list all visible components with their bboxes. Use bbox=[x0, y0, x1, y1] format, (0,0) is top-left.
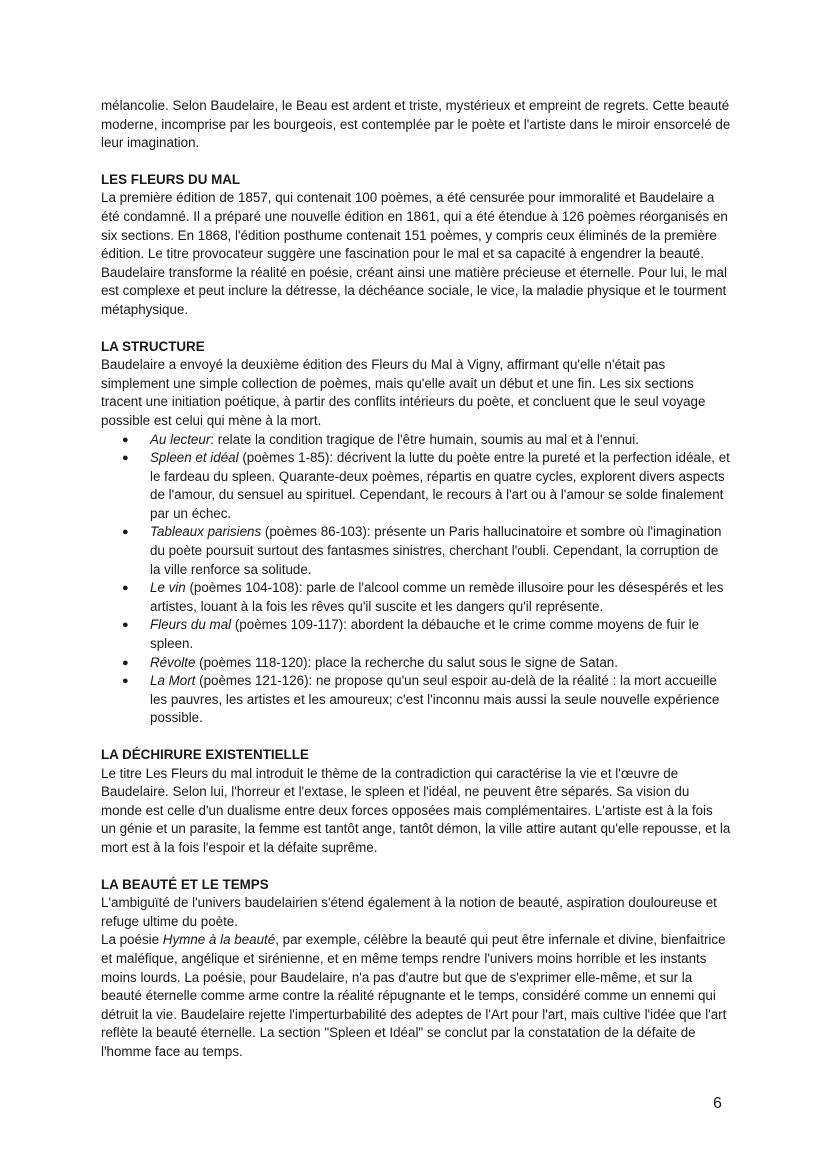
item-title: Spleen et idéal bbox=[150, 450, 239, 466]
list-item bbox=[101, 654, 731, 673]
bullet-icon: ● bbox=[122, 452, 129, 465]
item-title: La Mort bbox=[150, 673, 196, 689]
item-text: (poèmes 118-120): place la recherche du salut sous le signe de Satan. bbox=[195, 654, 618, 670]
item-text: (poèmes 109-117): abordent la débauche et le crime comme moyens de fuir le spleen. bbox=[150, 617, 700, 652]
bullet-icon: ● bbox=[122, 619, 129, 632]
section-body: L'ambiguïté de l'univers baudelairien s'étend également à la notion de beauté, aspiration douloureuse et refuge ultime du poète. bbox=[101, 895, 717, 929]
item-text: (poèmes 121-126): ne propose qu'un seul espoir au-delà de la réalité : la mort accueille les pauvres, les artistes et les amoureux; c'est l'inconnu mais aussi la seule nouvelle expérience possible. bbox=[150, 673, 720, 726]
item-title: Fleurs du mal bbox=[150, 617, 232, 633]
list-item bbox=[101, 449, 731, 523]
section-body-2 bbox=[101, 931, 731, 1061]
list-item bbox=[101, 431, 731, 450]
section-heading: LA STRUCTURE bbox=[101, 338, 205, 354]
section-heading: LA BEAUTÉ ET LE TEMPS bbox=[101, 876, 269, 892]
item-text: (poèmes 1-85): décrivent la lutte du poète entre la pureté et la perfection idéale, et le fardeau du spleen. Quarante-deux poèmes, répartis en quatre cycles, explorent divers aspects de l'amour, du sensuel au spirituel. Cependant, le recours à l'art ou à l'amour se solde finalement par un échec. bbox=[150, 450, 730, 521]
section-fleurs-du-mal bbox=[101, 171, 731, 320]
item-title: Tableaux parisiens bbox=[150, 524, 262, 540]
section-beaute-temps bbox=[101, 876, 731, 1062]
bullet-icon: ● bbox=[122, 582, 129, 595]
list-item bbox=[101, 579, 731, 616]
section-body: La première édition de 1857, qui contenait 100 poèmes, a été censurée pour immoralité et Baudelaire a été condamné. Il a préparé une nouvelle édition en 1861, qui a été étendue à 126 poèmes réorganisés en six sections. En 1868, l'édition posthume contenait 151 poèmes, y compris ceux éliminés de la première édition. Le titre provocateur suggère une fascination pour le mal et sa capacité à engendrer la beauté. Baudelaire transforme la réalité en poésie, créant ainsi une matière précieuse et éternelle. Pour lui, le mal est complexe et peut inclure la détresse, la déchéance sociale, le vice, la maladie physique et le tourment métaphysique. bbox=[101, 190, 728, 317]
list-item bbox=[101, 672, 731, 728]
section-heading: LA DÉCHIRURE EXISTENTIELLE bbox=[101, 747, 309, 762]
body-prefix: La poésie bbox=[101, 932, 163, 948]
section-heading: LES FLEURS DU MAL bbox=[101, 171, 241, 187]
section-structure bbox=[101, 338, 731, 728]
intro-paragraph: mélancolie. Selon Baudelaire, le Beau est ardent et triste, mystérieux et empreint de regrets. Cette beauté moderne, incomprise par les bourgeois, est contemplée par le poète et l'artiste dans le miroir ensorcelé de leur imagination. bbox=[101, 98, 731, 151]
item-title: Au lecteur bbox=[150, 431, 211, 447]
sections-list bbox=[101, 431, 731, 729]
item-title: Révolte bbox=[150, 654, 196, 670]
bullet-icon: ● bbox=[122, 656, 129, 669]
section-dechirure bbox=[101, 746, 731, 858]
bullet-icon: ● bbox=[122, 675, 129, 688]
item-text: (poèmes 104-108): parle de l'alcool comme un remède illusoire pour les désespérés et les artistes, louant à la fois les rêves qu'il suscite et les dangers qu'il représente. bbox=[150, 580, 724, 614]
item-text: (poèmes 86-103): présente un Paris hallucinatoire et sombre où l'imagination du poète poursuit surtout des fantasmes sinistres, cherchant l'oubli. Cependant, la corruption de la ville renforce sa solitude. bbox=[150, 524, 722, 577]
poem-title: Hymne à la beauté bbox=[162, 932, 276, 948]
item-title: Le vin bbox=[150, 580, 186, 596]
list-item bbox=[101, 523, 731, 579]
bullet-icon: ● bbox=[122, 433, 129, 446]
item-text: : relate la condition tragique de l'être humain, soumis au mal et à l'ennui. bbox=[210, 431, 639, 447]
list-item bbox=[101, 616, 731, 653]
bullet-icon: ● bbox=[122, 526, 129, 539]
section-body: Le titre Les Fleurs du mal introduit le thème de la contradiction qui caractérise la vie et l'œuvre de Baudelaire. Selon lui, l'horreur et l'extase, le spleen et l'idéal, ne peuvent être séparés. Sa vision du monde est celle d'un dualisme entre deux forces opposées mais complémentaires. L'artiste est à la fois un génie et un parasite, la femme est tantôt ange, tantôt démon, la ville attire autant qu'elle repousse, et la mort est à la fois l'espoir et la défaite suprême. bbox=[101, 765, 731, 855]
document-page bbox=[101, 97, 731, 1062]
body-text: , par exemple, célèbre la beauté qui peut être infernale et divine, bienfaitrice et maléfique, angélique et sirénienne, et en même temps rendre l'univers moins horrible et les instants moins lourds. La poésie, pour Baudelaire, n'a pas d'autre but que de s'exprimer elle-même, et sur la beauté éternelle comme arme contre la réalité répugnante et le temps, considéré comme un ennemi qui détruit la vie. Baudelaire rejette l'imperturbabilité des adeptes de l'Art pour l'art, mais cultive l'idée que l'art reflète la beauté éternelle. La section "Spleen et Idéal" se conclut par la constatation de la défaite de l'homme face au temps. bbox=[101, 932, 727, 1059]
section-body: Baudelaire a envoyé la deuxième édition des Fleurs du Mal à Vigny, affirmant qu'elle n'était pas simplement une simple collection de poèmes, mais qu'elle avait un début et une fin. Les six sections tracent une initiation poétique, à partir des conflits intérieurs du poète, et concluent que le seul voyage possible est celui qui mène à la mort. bbox=[101, 357, 706, 428]
page-number: 6 bbox=[713, 1095, 722, 1112]
